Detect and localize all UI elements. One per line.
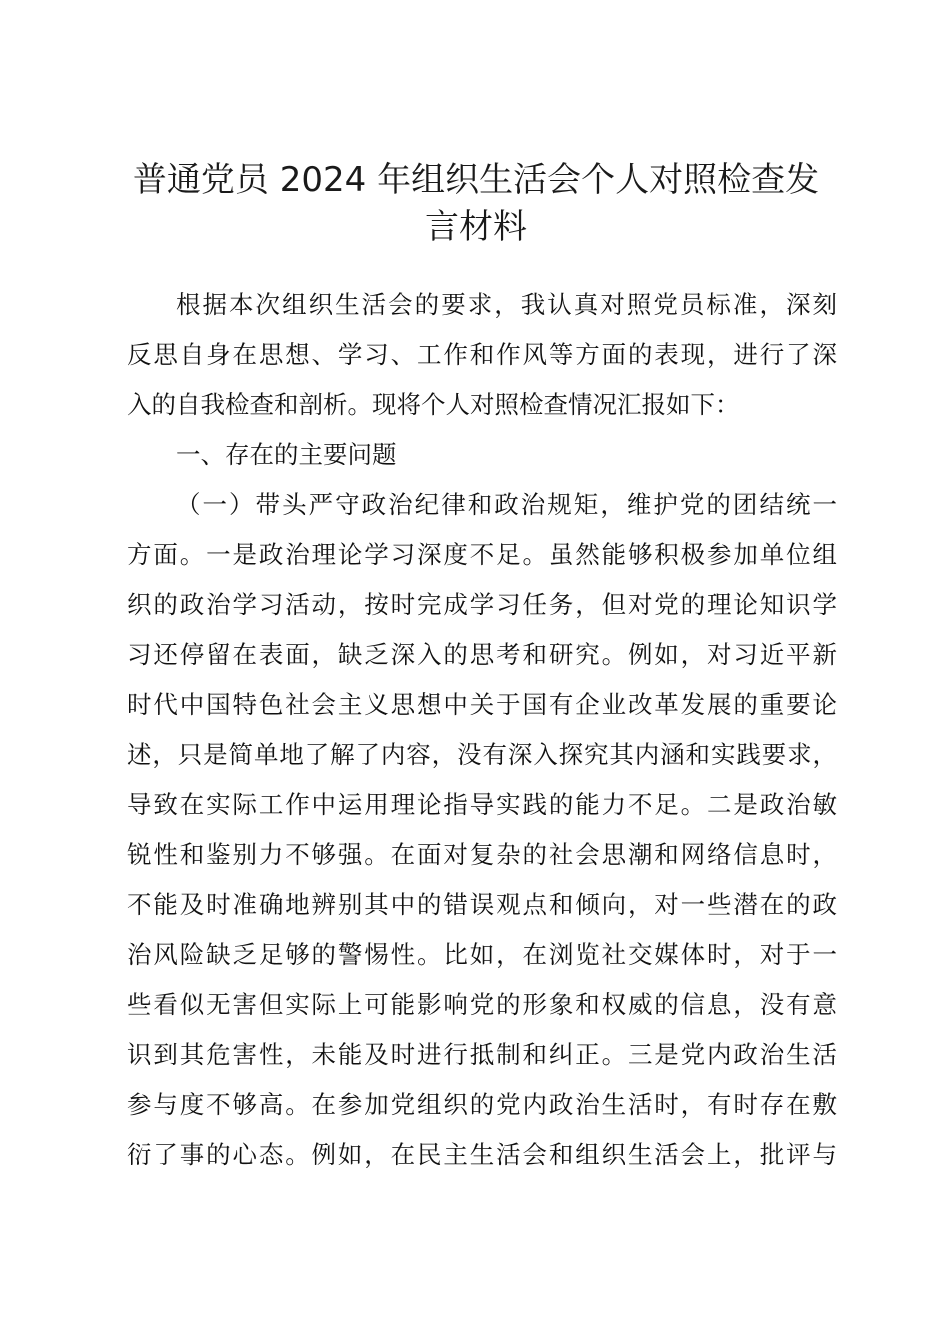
section-heading: 一、存在的主要问题: [176, 440, 397, 469]
paragraph-line: 治风险缺乏足够的警惕性。比如，在浏览社交媒体时，对于一: [127, 940, 837, 969]
paragraph-line: 锐性和鉴别力不够强。在面对复杂的社会思潮和网络信息时，: [127, 840, 837, 869]
document-body: [127, 280, 837, 1180]
title-line-1: 普通党员 2024 年组织生活会个人对照检查发: [132, 160, 820, 200]
paragraph-line: （一）带头严守政治纪律和政治规矩，维护党的团结统一: [176, 490, 837, 519]
paragraph-line: 些看似无害但实际上可能影响党的形象和权威的信息，没有意: [127, 990, 837, 1019]
paragraph-line: 识到其危害性，未能及时进行抵制和纠正。三是党内政治生活: [127, 1040, 837, 1069]
paragraph-line: 衍了事的心态。例如，在民主生活会和组织生活会上，批评与: [127, 1140, 837, 1169]
paragraph-intro-line: 反思自身在思想、学习、工作和作风等方面的表现，进行了深: [127, 340, 837, 369]
title-line-2: 言材料: [425, 207, 527, 247]
paragraph-line: 方面。一是政治理论学习深度不足。虽然能够积极参加单位组: [127, 540, 837, 569]
paragraph-line: 不能及时准确地辨别其中的错误观点和倾向，对一些潜在的政: [127, 890, 837, 919]
document-title: [120, 157, 832, 251]
paragraph-line: 习还停留在表面，缺乏深入的思考和研究。例如，对习近平新: [127, 640, 837, 669]
paragraph-intro-line: 根据本次组织生活会的要求，我认真对照党员标准，深刻: [176, 290, 837, 319]
paragraph-line: 参与度不够高。在参加党组织的党内政治生活时，有时存在敷: [127, 1090, 837, 1119]
paragraph-line: 导致在实际工作中运用理论指导实践的能力不足。二是政治敏: [127, 790, 837, 819]
paragraph-intro-line: 入的自我检查和剖析。现将个人对照检查情况汇报如下：: [127, 390, 740, 419]
paragraph-line: 时代中国特色社会主义思想中关于国有企业改革发展的重要论: [127, 690, 837, 719]
paragraph-line: 述，只是简单地了解了内容，没有深入探究其内涵和实践要求，: [127, 740, 837, 769]
paragraph-line: 织的政治学习活动，按时完成学习任务，但对党的理论知识学: [127, 590, 837, 619]
